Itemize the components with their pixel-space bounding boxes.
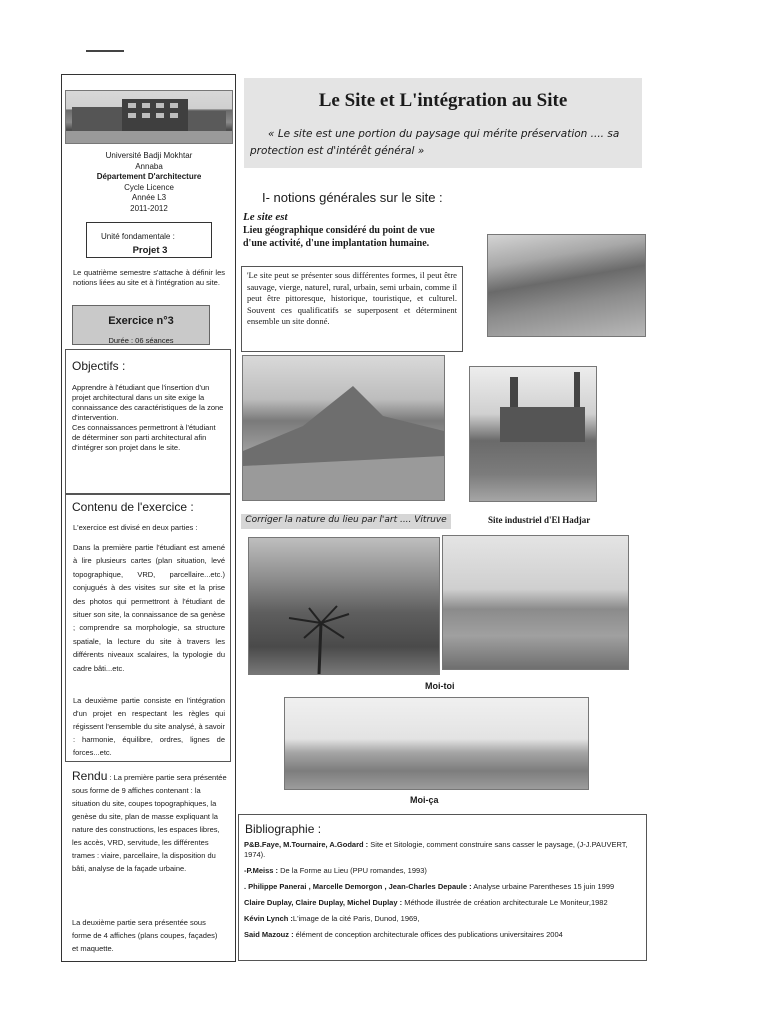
objectives-text-1: Apprendre à l'étudiant que l'insertion d'un projet architectural dans un site exige la connaissance des caractéristiques de la zone d'intervention. bbox=[72, 383, 224, 422]
bib-authors: Said Mazouz : bbox=[244, 930, 294, 939]
university-building-photo bbox=[65, 90, 233, 144]
objectives-title: Objectifs : bbox=[72, 359, 126, 373]
content-intro: L'exercice est divisé en deux parties : bbox=[73, 523, 198, 532]
bib-text: élément de conception architecturale offices des publications universitaires 2004 bbox=[293, 930, 563, 939]
bib-text: De la Forme au Lieu (PPU romandes, 1993) bbox=[278, 866, 427, 875]
university-city: Annaba bbox=[135, 161, 163, 171]
content-part-2: La deuxième partie consiste en l'intégration d'un projet en respectant les règles qui régissent l'ensemble du site analysé, à savoir : harmonie, équilibre, ordres, lignes de forces...etc. bbox=[73, 696, 225, 757]
building-drawing bbox=[66, 91, 232, 143]
rendu-paragraph bbox=[72, 770, 227, 875]
academic-year: 2011-2012 bbox=[130, 203, 168, 213]
university-name: Université Badji Mokhtar bbox=[105, 151, 193, 160]
content-part-1: Dans la première partie l'étudiant est amené à lire plusieurs cartes (plan situation, levé topographique, VRD, parcellaire...etc.) conjugués à des visites sur site et la prise des photos qui permettront à l'étudiant de situer son site, la connaissance de sa genèse ; comprendre sa morphologie, sa structure spatiale, la lecture du site à travers les différents niveaux scalaires, la typologie du cadre bâti...etc. bbox=[73, 543, 225, 673]
moitoi-caption: Moi-toi bbox=[425, 681, 455, 691]
bib-authors: P&B.Faye, M.Tournaire, A.Godard : bbox=[244, 840, 369, 849]
bib-authors: -P.Meiss : bbox=[244, 866, 279, 875]
definition-label: Le site est bbox=[243, 211, 288, 223]
semester-intro: Le quatrième semestre s'attache à définir les notions liées au site et à l'intégration au site. bbox=[73, 268, 225, 287]
rendu-text-1: : La première partie sera présentée sous forme de 9 affiches contenant : la situation du site, coupes topographiques, la genèse du site, plan de masse expliquant la nature des constructions, les espaces libres, les accès, VRD, servitude, les différentes trames : viaire, parcellaire, la disposition du bâti, analyse de la façade urbaine. bbox=[72, 773, 227, 873]
moica-caption: Moi-ça bbox=[410, 795, 439, 805]
year-level: Année L3 bbox=[131, 193, 167, 202]
panorama-photo bbox=[284, 697, 589, 790]
project-box bbox=[86, 222, 212, 258]
bib-authors: Kévin Lynch : bbox=[244, 914, 293, 923]
site-forms-box: 'Le site peut se présenter sous différentes formes, il peut être sauvage, vierge, naturel, rural, urbain, semi urbain, comme il peut être pittoresque, historique, touristique, et culturel. Souvent ces qualificatifs se superposent et déterminent ensemble un site donné. bbox=[241, 266, 463, 352]
bib-text: Analyse urbaine Parentheses 15 juin 1999 bbox=[471, 882, 615, 891]
hillside-drawing bbox=[243, 356, 444, 500]
hadjar-caption: Site industriel d'El Hadjar bbox=[488, 515, 591, 525]
project-label: Projet 3 bbox=[132, 245, 168, 256]
exercise-title: Exercice n°3 bbox=[108, 315, 174, 327]
bib-authors: . Philippe Panerai , Marcelle Demorgon , Jean-Charles Depaule : bbox=[244, 882, 472, 891]
bibliography-entry bbox=[244, 930, 639, 940]
bib-text: Site et Sitologie, comment construire sans casser le paysage, (J-J.PAUVERT, 1974). bbox=[244, 840, 628, 859]
header-quote: « Le site est une portion du paysage qui mérite préservation .... sa protection est d'intérêt général » bbox=[250, 128, 620, 157]
industrial-drawing bbox=[470, 367, 596, 501]
el-hadjar-photo bbox=[469, 366, 597, 502]
bibliography-entry bbox=[244, 898, 639, 908]
unit-label: Unité fondamentale : bbox=[101, 232, 175, 241]
scan-mark bbox=[86, 50, 124, 52]
bib-text: L'image de la cité Paris, Dunod, 1969, bbox=[292, 914, 420, 923]
palm-drawing bbox=[249, 538, 439, 674]
bib-authors: Claire Duplay, Claire Duplay, Michel Duplay : bbox=[244, 898, 403, 907]
objectives-text-2: Ces connaissances permettront à l'étudiant de déterminer son parti architectural afin d'intégrer son projet dans le site. bbox=[72, 423, 216, 452]
hillside-town-photo bbox=[242, 355, 445, 501]
bibliography-entry bbox=[244, 866, 639, 876]
rendu-title: Rendu bbox=[72, 769, 108, 783]
ruins-photo bbox=[487, 234, 646, 337]
bib-text: Méthode illustrée de création architecturale Le Moniteur,1982 bbox=[402, 898, 608, 907]
rendu-text-2: La deuxième partie sera présentée sous forme de 4 affiches (plans coupes, façades) et maquette. bbox=[72, 918, 218, 953]
section-title: I- notions générales sur le site : bbox=[262, 190, 443, 205]
page-title: Le Site et L'intégration au Site bbox=[318, 90, 568, 111]
bibliography-entry bbox=[244, 914, 639, 924]
content-title: Contenu de l'exercice : bbox=[72, 500, 194, 514]
bibliography-entry bbox=[244, 882, 639, 892]
cycle-label: Cycle Licence bbox=[124, 182, 174, 192]
bibliography-title: Bibliographie : bbox=[245, 822, 322, 836]
bibliography-list bbox=[244, 840, 639, 946]
exercise-duration: Durée : 06 séances bbox=[108, 336, 174, 345]
palm-ruins-photo bbox=[248, 537, 440, 675]
definition-text: Lieu géographique considéré du point de vue d'une activité, d'une implantation humaine. bbox=[243, 225, 435, 249]
department-name: Département D'architecture bbox=[96, 172, 202, 181]
vitruve-caption: Corriger la nature du lieu par l'art .... Vitruve bbox=[245, 515, 447, 525]
city-photo bbox=[442, 535, 629, 670]
bibliography-entry bbox=[244, 840, 639, 860]
